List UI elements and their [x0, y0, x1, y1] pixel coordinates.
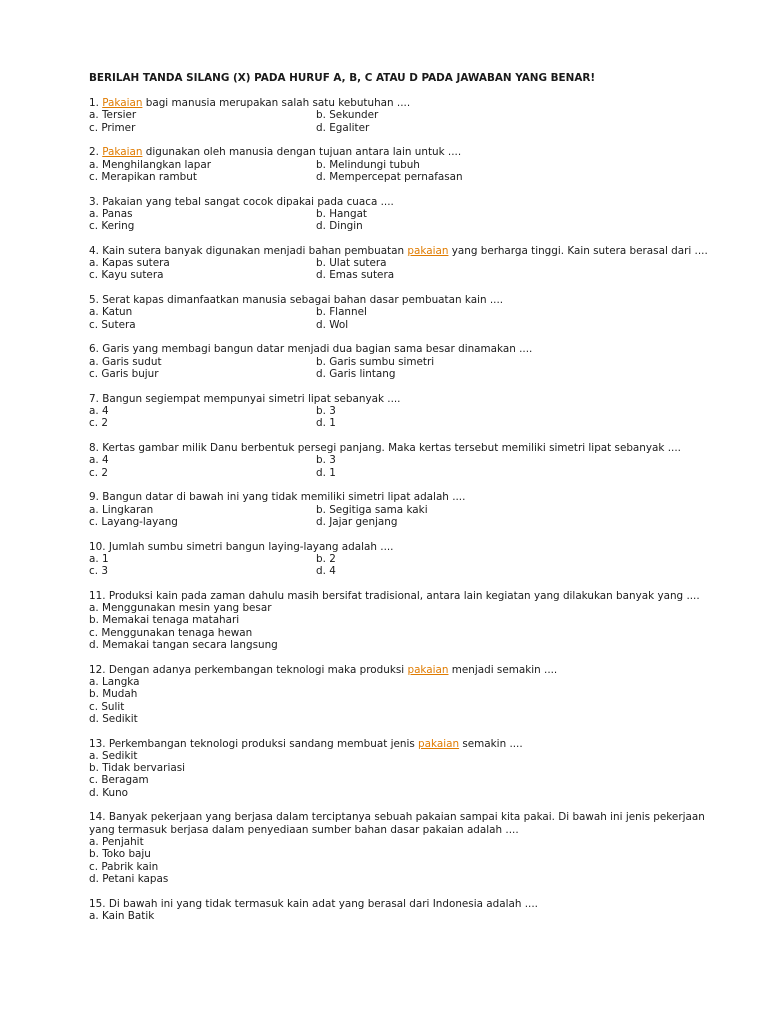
- question-block: [89, 245, 708, 282]
- option-row: [89, 553, 708, 565]
- answer-option[interactable]: c. 3: [89, 565, 108, 578]
- answer-option[interactable]: b. Flannel: [316, 306, 367, 319]
- option-row: [89, 504, 708, 516]
- question-block: [89, 442, 708, 479]
- answer-option[interactable]: d. Memakai tangan secara langsung: [89, 639, 278, 651]
- question-block: [89, 541, 708, 578]
- option-row: [89, 220, 708, 232]
- question-text: [89, 294, 708, 306]
- answer-option[interactable]: c. Primer: [89, 121, 136, 134]
- question-block: [89, 811, 708, 885]
- pakaian-link[interactable]: pakaian: [418, 737, 460, 750]
- answer-option[interactable]: a. Menggunakan mesin yang besar: [89, 602, 272, 615]
- question-text-end: digunakan oleh manusia dengan tujuan antara lain untuk ....: [142, 146, 462, 159]
- question-text: [89, 541, 708, 553]
- answer-option[interactable]: a. Lingkaran: [89, 503, 154, 516]
- pakaian-link[interactable]: Pakaian: [102, 146, 143, 159]
- question-list: [89, 97, 708, 922]
- answer-option[interactable]: c. 2: [89, 466, 108, 479]
- question-text-start: 9. Bangun datar di bawah ini yang tidak memiliki simetri lipat adalah ....: [89, 491, 466, 504]
- question-text-start: 4. Kain sutera banyak digunakan menjadi bahan pembuatan: [89, 244, 408, 257]
- question-text: [89, 196, 708, 208]
- question-text: [89, 343, 708, 355]
- question-block: [89, 590, 708, 651]
- pakaian-link[interactable]: pakaian: [407, 663, 449, 676]
- question-text-end: bagi manusia merupakan salah satu kebutuhan ....: [142, 97, 411, 109]
- option-row: [89, 516, 708, 528]
- answer-option[interactable]: a. Katun: [89, 306, 133, 319]
- answer-option[interactable]: a. Garis sudut: [89, 355, 162, 368]
- question-text-start: 6. Garis yang membagi bangun datar menjadi dua bagian sama besar dinamakan ....: [89, 343, 533, 356]
- question-text-end: yang berharga tinggi. Kain sutera berasal dari ....: [448, 244, 708, 257]
- question-text: [89, 898, 708, 910]
- answer-option[interactable]: d. Petani kapas: [89, 872, 169, 885]
- answer-option[interactable]: a. Kapas sutera: [89, 257, 170, 270]
- question-text-start: 13. Perkembangan teknologi produksi sandang membuat jenis: [89, 737, 419, 750]
- pakaian-link[interactable]: pakaian: [407, 244, 449, 257]
- question-text-end: semakin ....: [459, 737, 523, 750]
- answer-option[interactable]: d. Jajar genjang: [316, 515, 398, 528]
- question-text-end: menjadi semakin ....: [448, 663, 558, 676]
- question-text: [89, 393, 708, 405]
- answer-option[interactable]: b. 2: [316, 552, 336, 565]
- question-text-start: 12. Dengan adanya perkembangan teknologi maka produksi: [89, 663, 408, 676]
- question-text-start: 3. Pakaian yang tebal sangat cocok dipakai pada cuaca ....: [89, 195, 394, 208]
- answer-option[interactable]: c. Pabrik kain: [89, 860, 159, 873]
- answer-option[interactable]: c. Kayu sutera: [89, 269, 164, 282]
- answer-option[interactable]: a. Sedikit: [89, 749, 138, 762]
- question-block: [89, 146, 708, 183]
- question-text-start: 10. Jumlah sumbu simetri bangun laying-layang adalah ....: [89, 540, 394, 553]
- option-row: [89, 122, 708, 134]
- question-block: [89, 294, 708, 331]
- question-block: [89, 196, 708, 233]
- question-text: [89, 491, 708, 503]
- question-text-start: 1.: [89, 97, 103, 109]
- question-block: [89, 491, 708, 528]
- answer-option[interactable]: a. Penjahit: [89, 836, 144, 849]
- option-row: [89, 565, 708, 577]
- answer-option[interactable]: d. Garis lintang: [316, 368, 396, 380]
- instruction-title: BERILAH TANDA SILANG (X) PADA HURUF A, B, C ATAU D PADA JAWABAN YANG BENAR!: [89, 72, 596, 84]
- answer-option[interactable]: d. Emas sutera: [316, 269, 395, 282]
- answer-option[interactable]: a. Langka: [89, 675, 140, 688]
- answer-option[interactable]: b. Garis sumbu simetri: [316, 355, 435, 368]
- answer-option[interactable]: c. Sulit: [89, 700, 125, 713]
- answer-option[interactable]: d. Kuno: [89, 786, 129, 799]
- option-row: [89, 208, 708, 220]
- answer-option[interactable]: b. Sekunder: [316, 109, 379, 122]
- answer-option[interactable]: b. Segitiga sama kaki: [316, 503, 428, 516]
- answer-option[interactable]: c. Garis bujur: [89, 368, 159, 380]
- question-text-start: 8. Kertas gambar milik Danu berbentuk persegi panjang. Maka kertas tersebut memiliki simetri lipat sebanyak ....: [89, 441, 681, 454]
- question-text: [89, 811, 708, 836]
- question-text: [89, 146, 708, 158]
- answer-option[interactable]: d. 1: [316, 466, 336, 479]
- answer-option[interactable]: b. Memakai tenaga matahari: [89, 614, 240, 627]
- answer-option[interactable]: a. 1: [89, 552, 109, 565]
- question-block: [89, 664, 708, 725]
- answer-option[interactable]: a. Panas: [89, 207, 133, 220]
- option-row: [89, 319, 708, 331]
- question-block: [89, 898, 708, 923]
- answer-option[interactable]: c. Merapikan rambut: [89, 170, 197, 183]
- question-text-start: 11. Produksi kain pada zaman dahulu masih bersifat tradisional, antara lain kegiatan yang dilakukan banyak yang ....: [89, 589, 700, 602]
- pakaian-link[interactable]: Pakaian: [102, 97, 143, 109]
- question-text-start: 14. Banyak pekerjaan yang berjasa dalam terciptanya sebuah pakaian sampai kita pakai. Di bawah ini jenis pekerjaan yang termasuk berjasa dalam penyediaan sumber bahan dasar pakaian adalah ....: [89, 811, 705, 836]
- answer-option[interactable]: c. 2: [89, 417, 108, 430]
- answer-option[interactable]: d. Egaliter: [316, 121, 370, 134]
- answer-option[interactable]: d. 1: [316, 417, 336, 430]
- answer-option[interactable]: d. Dingin: [316, 220, 363, 233]
- answer-option[interactable]: d. Wol: [316, 318, 349, 331]
- answer-option[interactable]: c. Sutera: [89, 318, 136, 331]
- question-text: [89, 442, 708, 454]
- question-block: [89, 97, 708, 134]
- option-row: [89, 306, 708, 318]
- answer-option[interactable]: b. 3: [316, 404, 336, 417]
- answer-option[interactable]: d. Mempercepat pernafasan: [316, 170, 463, 183]
- option-row: [89, 356, 708, 368]
- option-row: [89, 368, 708, 380]
- answer-option[interactable]: c. Beragam: [89, 774, 149, 787]
- answer-option[interactable]: b. Ulat sutera: [316, 257, 387, 270]
- answer-option[interactable]: b. 3: [316, 454, 336, 467]
- answer-option[interactable]: c. Layang-layang: [89, 515, 178, 528]
- answer-option[interactable]: b. Tidak bervariasi: [89, 762, 186, 775]
- question-text-start: 15. Di bawah ini yang tidak termasuk kain adat yang berasal dari Indonesia adalah ....: [89, 897, 538, 910]
- question-block: [89, 343, 708, 380]
- question-block: [89, 393, 708, 430]
- option-row: [89, 257, 708, 269]
- answer-option[interactable]: a. Tersier: [89, 109, 137, 122]
- answer-option[interactable]: d. 4: [316, 565, 336, 578]
- question-text: [89, 738, 708, 750]
- option-row: [89, 269, 708, 281]
- answer-option[interactable]: b. Hangat: [316, 207, 368, 220]
- option-row: [89, 417, 708, 429]
- answer-option[interactable]: c. Menggunakan tenaga hewan: [89, 626, 253, 639]
- answer-option[interactable]: a. 4: [89, 404, 109, 417]
- answer-option[interactable]: a. 4: [89, 454, 109, 467]
- option-row: [89, 159, 708, 171]
- answer-option[interactable]: b. Melindungi tubuh: [316, 158, 420, 171]
- question-text-start: 2.: [89, 146, 103, 159]
- answer-option[interactable]: c. Kering: [89, 220, 135, 233]
- question-text-start: 7. Bangun segiempat mempunyai simetri lipat sebanyak ....: [89, 392, 401, 405]
- option-row: [89, 467, 708, 479]
- answer-option[interactable]: d. Sedikit: [89, 712, 138, 725]
- question-text-start: 5. Serat kapas dimanfaatkan manusia sebagai bahan dasar pembuatan kain ....: [89, 294, 504, 307]
- answer-option[interactable]: a. Kain Batik: [89, 909, 155, 922]
- option-row: [89, 405, 708, 417]
- question-text: [89, 590, 708, 602]
- answer-option[interactable]: b. Mudah: [89, 688, 138, 701]
- option-row: [89, 109, 708, 121]
- answer-option[interactable]: a. Menghilangkan lapar: [89, 158, 211, 171]
- option-row: [89, 171, 708, 183]
- option-row: [89, 454, 708, 466]
- question-text: [89, 245, 708, 257]
- question-text: [89, 97, 708, 109]
- question-text: [89, 664, 708, 676]
- answer-option[interactable]: b. Toko baju: [89, 848, 151, 861]
- question-block: [89, 738, 708, 799]
